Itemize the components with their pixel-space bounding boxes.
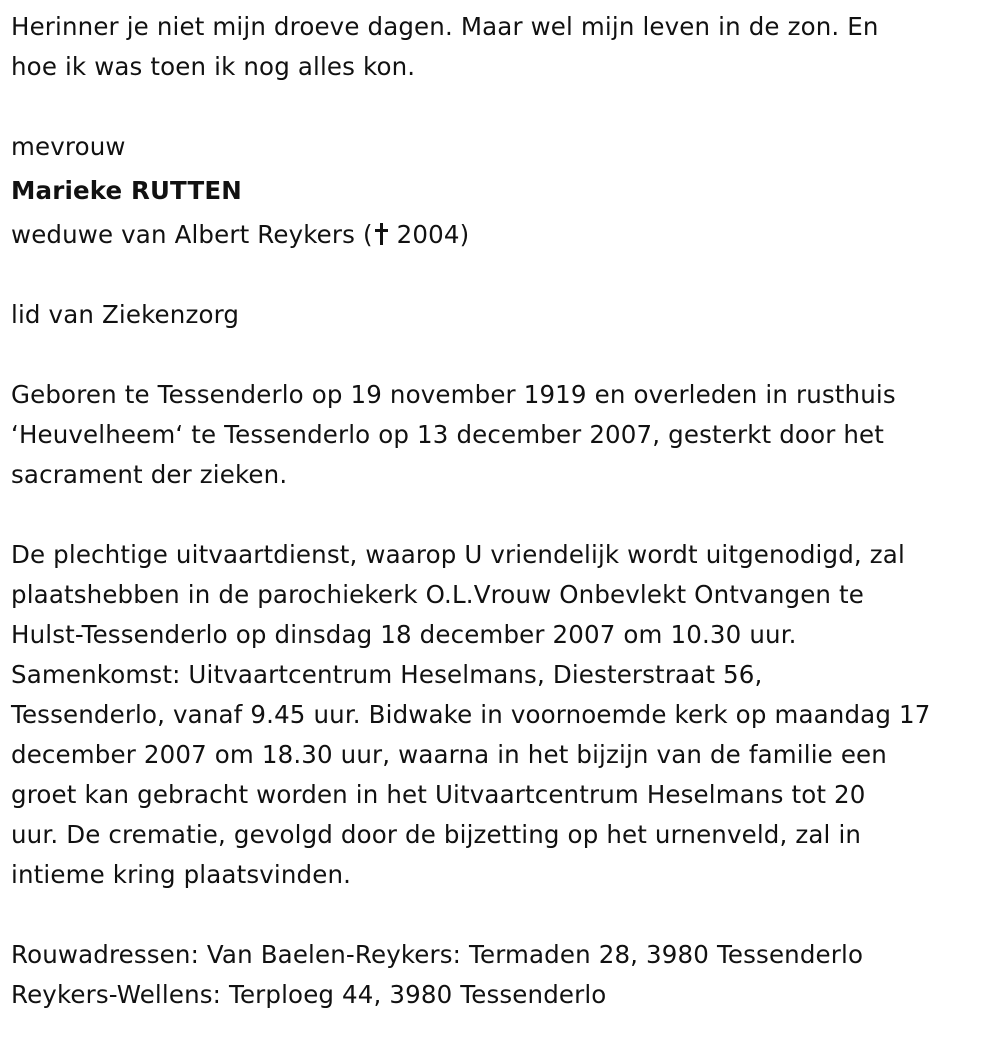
paragraph-line: Hulst-Tessenderlo op dinsdag 18 december 2007 om 10.30 uur. (11, 620, 797, 649)
paragraph-line: groet kan gebracht worden in het Uitvaartcentrum Heselmans tot 20 (11, 780, 866, 809)
widow-prefix: weduwe van Albert Reykers ( (11, 220, 373, 249)
motto-line-1: Herinner je niet mijn droeve dagen. Maar wel mijn leven in de zon. En (11, 12, 879, 41)
paragraph-line: Samenkomst: Uitvaartcentrum Heselmans, Diesterstraat 56, (11, 660, 763, 689)
spacer (11, 87, 996, 127)
paragraph-line: De plechtige uitvaartdienst, waarop U vriendelijk wordt uitgenodigd, zal (11, 540, 905, 569)
addresses-paragraph (11, 935, 996, 1015)
ceremony-paragraph (11, 535, 996, 895)
motto-line-2: hoe ik was toen ik nog alles kon. (11, 52, 416, 81)
paragraph-line: intieme kring plaatsvinden. (11, 860, 352, 889)
paragraph-line: uur. De crematie, gevolgd door de bijzetting op het urnenveld, zal in (11, 820, 862, 849)
address-line: Rouwadressen: Van Baelen-Reykers: Termaden 28, 3980 Tessenderlo (11, 940, 864, 969)
paragraph-line: ‘Heuvelheem‘ te Tessenderlo op 13 december 2007, gesterkt door het (11, 420, 885, 449)
spacer (11, 495, 996, 535)
spacer (11, 255, 996, 295)
paragraph-line: sacrament der zieken. (11, 460, 288, 489)
death-notice (11, 7, 996, 1015)
deceased-name: Marieke RUTTEN (11, 176, 242, 205)
birth-death-paragraph (11, 375, 996, 495)
address-line: Reykers-Wellens: Terploeg 44, 3980 Tessenderlo (11, 980, 607, 1009)
widow-year: 2004) (388, 220, 470, 249)
paragraph-line: Geboren te Tessenderlo op 19 november 1919 en overleden in rusthuis (11, 380, 896, 409)
paragraph-line: plaatshebben in de parochiekerk O.L.Vrouw Onbevlekt Ontvangen te (11, 580, 865, 609)
spacer (11, 895, 996, 935)
paragraph-line: Tessenderlo, vanaf 9.45 uur. Bidwake in voornoemde kerk op maandag 17 (11, 700, 931, 729)
cross-icon (375, 222, 387, 246)
spacer (11, 335, 996, 375)
paragraph-line: december 2007 om 18.30 uur, waarna in het bijzijn van de familie een (11, 740, 887, 769)
widow-line (11, 215, 996, 255)
membership: lid van Ziekenzorg (11, 300, 240, 329)
salutation: mevrouw (11, 132, 126, 161)
